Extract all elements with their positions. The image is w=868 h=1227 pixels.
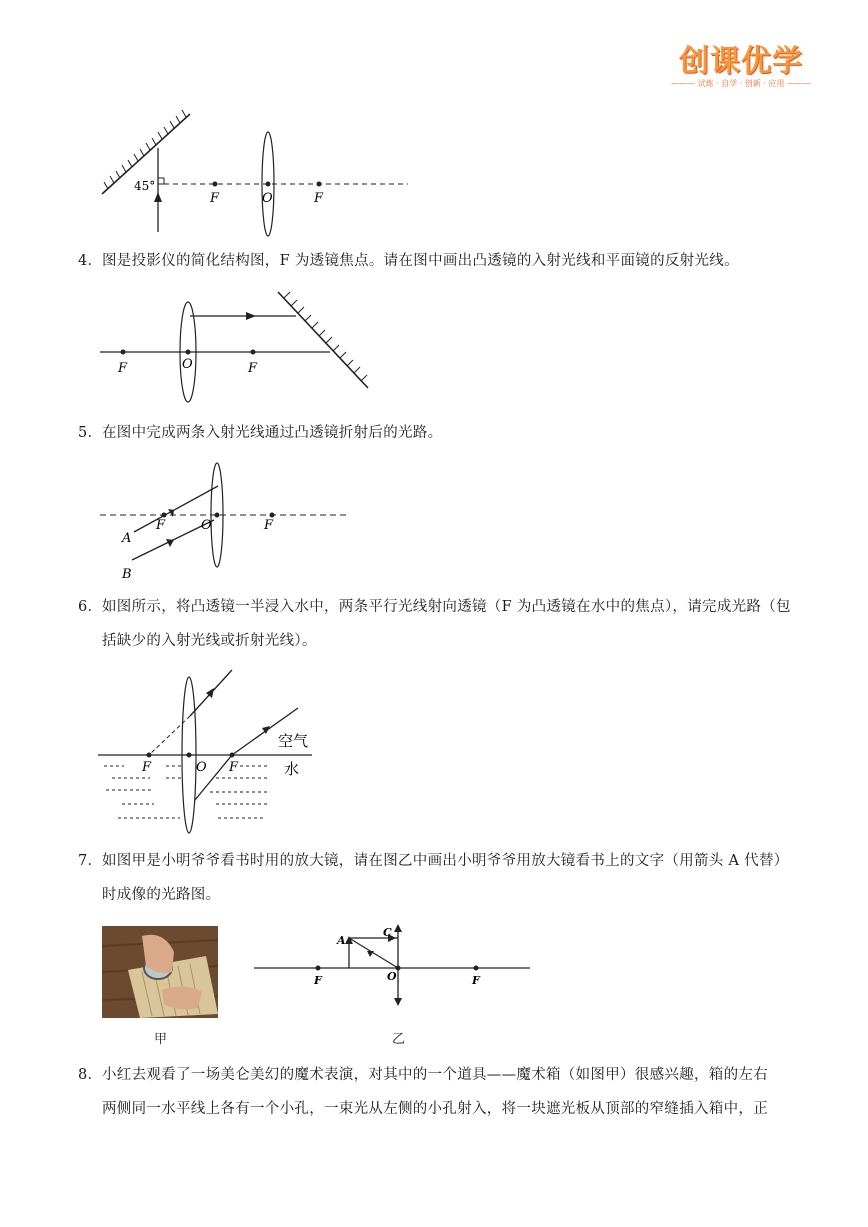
diagram-q4 [100,288,380,394]
label-f-right: F [472,974,480,987]
diagram-q7 [254,920,534,1010]
lens-arrow-bottom [394,998,402,1006]
question-text-line-1: 如图甲是小明爷爷看书时用的放大镜，请在图乙中画出小明爷爷用放大镜看书上的文字（用箭头 A 代替） [102,853,789,869]
question-text-line-2: 两侧同一水平线上各有一个小孔，一束光从左侧的小孔射入，将一块遮光板从顶部的窄缝插入箱中，正 [102,1101,768,1117]
plane-mirror [278,292,368,388]
focus-point-right [251,350,256,355]
diagram-mirror-lens-top [96,108,416,238]
optical-center [266,182,271,187]
label-c: C [383,926,392,939]
label-f-right: F [264,518,274,533]
ray-arrow [154,192,162,202]
logo-title: 创课优学 [679,44,803,79]
optical-center [187,753,192,758]
focus-point-right [474,966,479,971]
diagram-q5 [100,460,360,584]
center-ray [349,938,398,968]
focus-point-left [213,182,218,187]
brand-logo [666,36,816,92]
question-text-line-1: 如图所示，将凸透镜一半浸入水中，两条平行光线射向透镜（F 为凸透镜在水中的焦点），请完成光路（包 [102,599,791,615]
question-6 [78,590,808,658]
water-dashes [104,766,270,818]
question-7 [78,844,808,912]
label-air: 空气 [278,732,309,750]
ray-arrow [246,312,256,320]
question-number: 5． [78,425,103,441]
optical-center [215,513,220,518]
focus-point-left [162,513,167,518]
question-number: 4． [78,253,103,269]
focus-point-right [270,513,275,518]
question-text-line-2: 时成像的光路图。 [102,887,221,903]
angle-label: 45° [134,179,156,193]
label-f-left: F [142,760,152,775]
question-text: 在图中完成两条入射光线通过凸透镜折射后的光路。 [102,425,443,441]
extension-dashed [149,716,190,755]
label-o: O [201,518,212,533]
focus-point-left [121,350,126,355]
label-o: O [182,357,193,372]
label-a: A [337,934,346,947]
question-5 [78,416,808,450]
label-f-right: F [229,760,239,775]
logo-slogan: ——— 试炼 · 自学 · 创新 · 应用 ——— [671,79,811,88]
label-o: O [262,191,273,206]
question-number: 7． [78,853,103,869]
caption-yi: 乙 [392,1032,406,1047]
label-f-right: F [314,191,324,206]
question-text: 图是投影仪的简化结构图，F 为透镜焦点。请在图中画出凸透镜的入射光线和平面镜的反射光线。 [102,253,739,269]
question-number: 8． [78,1067,103,1083]
label-f-left: F [314,974,322,987]
label-o: O [387,970,397,983]
focus-point-right [230,753,235,758]
question-4 [78,244,808,278]
focus-point-left [147,753,152,758]
label-f-right: F [248,361,258,376]
label-a: A [122,531,132,546]
question-text-line-1: 小红去观看了一场美仑美幻的魔术表演，对其中的一个道具——魔术箱（如图甲）很感兴趣，箱的左右 [102,1067,768,1083]
label-f-left: F [210,191,220,206]
ray-arrow [367,951,374,957]
label-b: B [122,567,132,582]
focus-point-right [317,182,322,187]
lens-arrow-top [394,924,402,932]
label-f-left: F [156,518,166,533]
focus-point-left [316,966,321,971]
question-number: 6． [78,599,103,615]
caption-jia: 甲 [154,1032,168,1047]
label-water: 水 [284,760,300,778]
question-8 [78,1058,808,1126]
diagram-q6 [98,668,318,836]
question-text-line-2: 括缺少的入射光线或折射光线）。 [102,633,317,649]
label-o: O [196,760,207,775]
optical-center [186,350,191,355]
magnifier-photo [102,926,218,1018]
label-f-left: F [118,361,128,376]
right-angle-mark [158,178,164,184]
